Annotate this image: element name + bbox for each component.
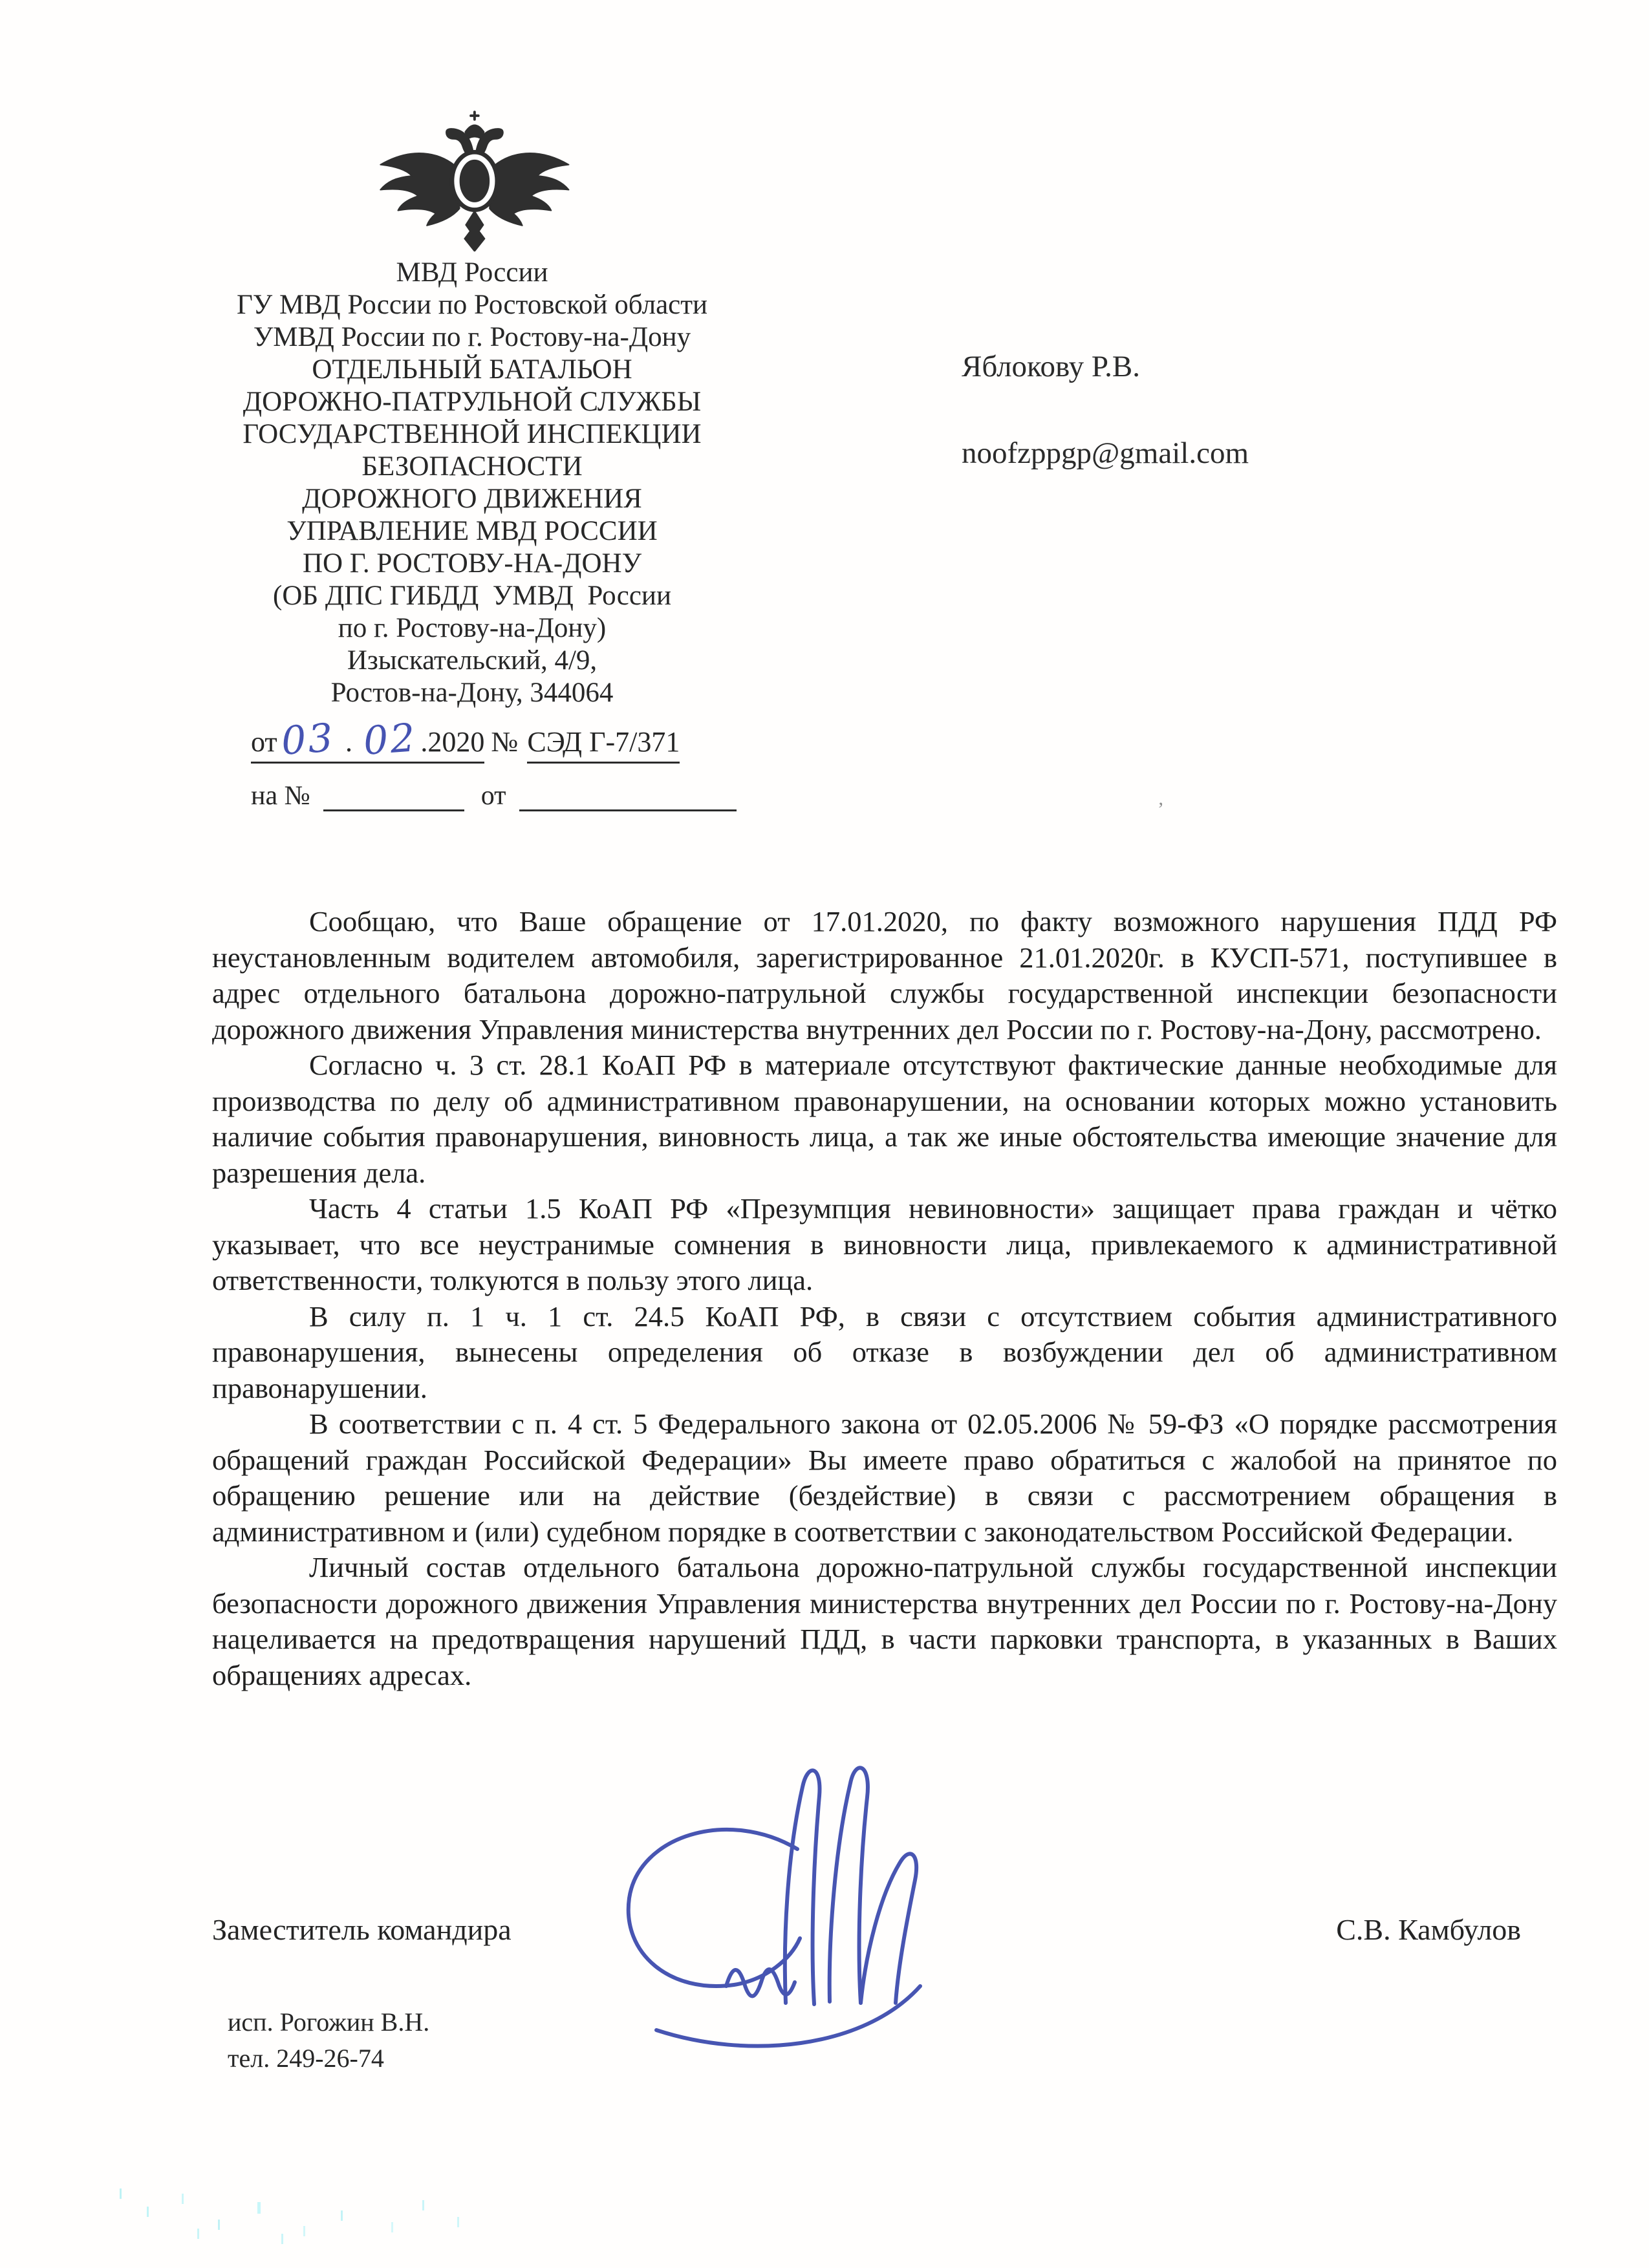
- signature-row: [212, 1912, 1557, 1947]
- scan-noise: [120, 2188, 521, 2260]
- letter-body: [212, 904, 1557, 1693]
- date-prefix: от: [251, 726, 277, 758]
- doc-number: СЭД Г-7/371: [527, 726, 680, 764]
- letterhead-line: Изыскательский, 4/9,: [347, 645, 598, 676]
- recipient-block: [962, 349, 1249, 471]
- recipient-email: noofzppgp@gmail.com: [962, 436, 1249, 470]
- mvd-emblem-icon: [365, 107, 579, 251]
- letterhead-line: по г. Ростову-на-Дону): [338, 613, 607, 643]
- letterhead-line: (ОБ ДПС ГИБДД УМВД России: [273, 581, 671, 611]
- number-sign: №: [491, 726, 519, 758]
- reply-from-label: от: [480, 781, 506, 811]
- letterhead-line: УМВД России по г. Ростову-на-Дону: [253, 322, 691, 352]
- date-separator: .: [338, 726, 360, 758]
- letterhead-line: Ростов-на-Дону, 344064: [330, 678, 614, 708]
- body-paragraph: Часть 4 статьи 1.5 КоАП РФ «Презумпция невиновности» защищает права граждан и чётко указывает, что все неустранимые сомнения в виновности лица, привлекаемого к административной ответственности, толкуются в пользу этого лица.: [212, 1192, 1557, 1296]
- letterhead-line: ПО Г. РОСТОВУ-НА-ДОНУ: [302, 548, 642, 579]
- scan-speck: ’: [1158, 798, 1164, 820]
- body-paragraph: Согласно ч. 3 ст. 28.1 КоАП РФ в материале отсутствуют фактические данные необходимые для производства по делу об административном правонарушении, на основании которых можно установить наличие события правонарушения, виновность лица, а так же иные обстоятельства имеющие значение для разрешения дела.: [212, 1049, 1557, 1189]
- letterhead-line: ОТДЕЛЬНЫЙ БАТАЛЬОН: [312, 354, 632, 385]
- body-paragraph: В силу п. 1 ч. 1 ст. 24.5 КоАП РФ, в связи с отсутствием события административного правонарушения, вынесены определения об отказе в возбуждении дел об административном правонарушении.: [212, 1300, 1557, 1404]
- ref-reply-line: [251, 780, 807, 811]
- letterhead-line: ДОРОЖНОГО ДВИЖЕНИЯ: [302, 484, 642, 514]
- handwritten-month: 02: [361, 715, 418, 764]
- reference-block: [251, 715, 807, 811]
- letterhead-line: УПРАВЛЕНИЕ МВД РОССИИ: [286, 516, 658, 546]
- recipient-name: Яблокову Р.В.: [962, 350, 1140, 383]
- date-year: .2020: [420, 726, 485, 758]
- body-paragraph: В соответствии с п. 4 ст. 5 Федерального закона от 02.05.2006 № 59-ФЗ «О порядке рассмотрения обращений граждан Российской Федерации» Вы имеете право обратиться с жалобой на принятое по обращению решение или на действие (бездействие) в связи с рассмотрением обращения в административном и (или) судебном порядке в соответствии с законодательством Российской Федерации.: [212, 1407, 1557, 1548]
- letterhead-line: ДОРОЖНО-ПАТРУЛЬНОЙ СЛУЖБЫ: [242, 387, 702, 417]
- executor-block: [228, 2004, 429, 2077]
- letterhead-line: ГУ МВД России по Ростовской области: [236, 290, 708, 320]
- reply-number-blank: [323, 782, 464, 811]
- letterhead-line: БЕЗОПАСНОСТИ: [361, 451, 583, 482]
- letterhead-line: ГОСУДАРСТВЕННОЙ ИНСПЕКЦИИ: [242, 419, 702, 449]
- signature-position-title: Заместитель командира: [212, 1913, 512, 1946]
- letterhead-line: МВД России: [396, 257, 548, 288]
- body-paragraph: Сообщаю, что Ваше обращение от 17.01.2020, по факту возможного нарушения ПДД РФ неустановленным водителем автомобиля, зарегистрированное 21.01.2020г. в КУСП-571, поступившее в адрес отдельного батальона дорожно-патрульной службы государственной инспекции безопасности дорожного движения Управления министерства внутренних дел России по г. Ростову-на-Дону, рассмотрено.: [212, 905, 1557, 1045]
- executor-phone: тел. 249-26-74: [228, 2044, 384, 2073]
- ref-date-line: [251, 715, 807, 764]
- signature-name: С.В. Камбулов: [1336, 1913, 1521, 1946]
- handwritten-day: 03: [279, 715, 336, 764]
- body-paragraph: Личный состав отдельного батальона дорожно-патрульной службы государственной инспекции безопасности дорожного движения Управления министерства внутренних дел России по г. Ростову-на-Дону нацеливается на предотвращения нарушений ПДД, в части парковки транспорта, в указанных в Ваших обращениях адресах.: [212, 1551, 1557, 1691]
- signature-scribble: [592, 1746, 954, 2069]
- reply-prefix: на №: [251, 781, 310, 811]
- date-segment: [251, 715, 485, 764]
- executor-name: исп. Рогожин В.Н.: [228, 2007, 430, 2037]
- letterhead: [165, 107, 779, 709]
- reply-date-blank: [519, 782, 737, 811]
